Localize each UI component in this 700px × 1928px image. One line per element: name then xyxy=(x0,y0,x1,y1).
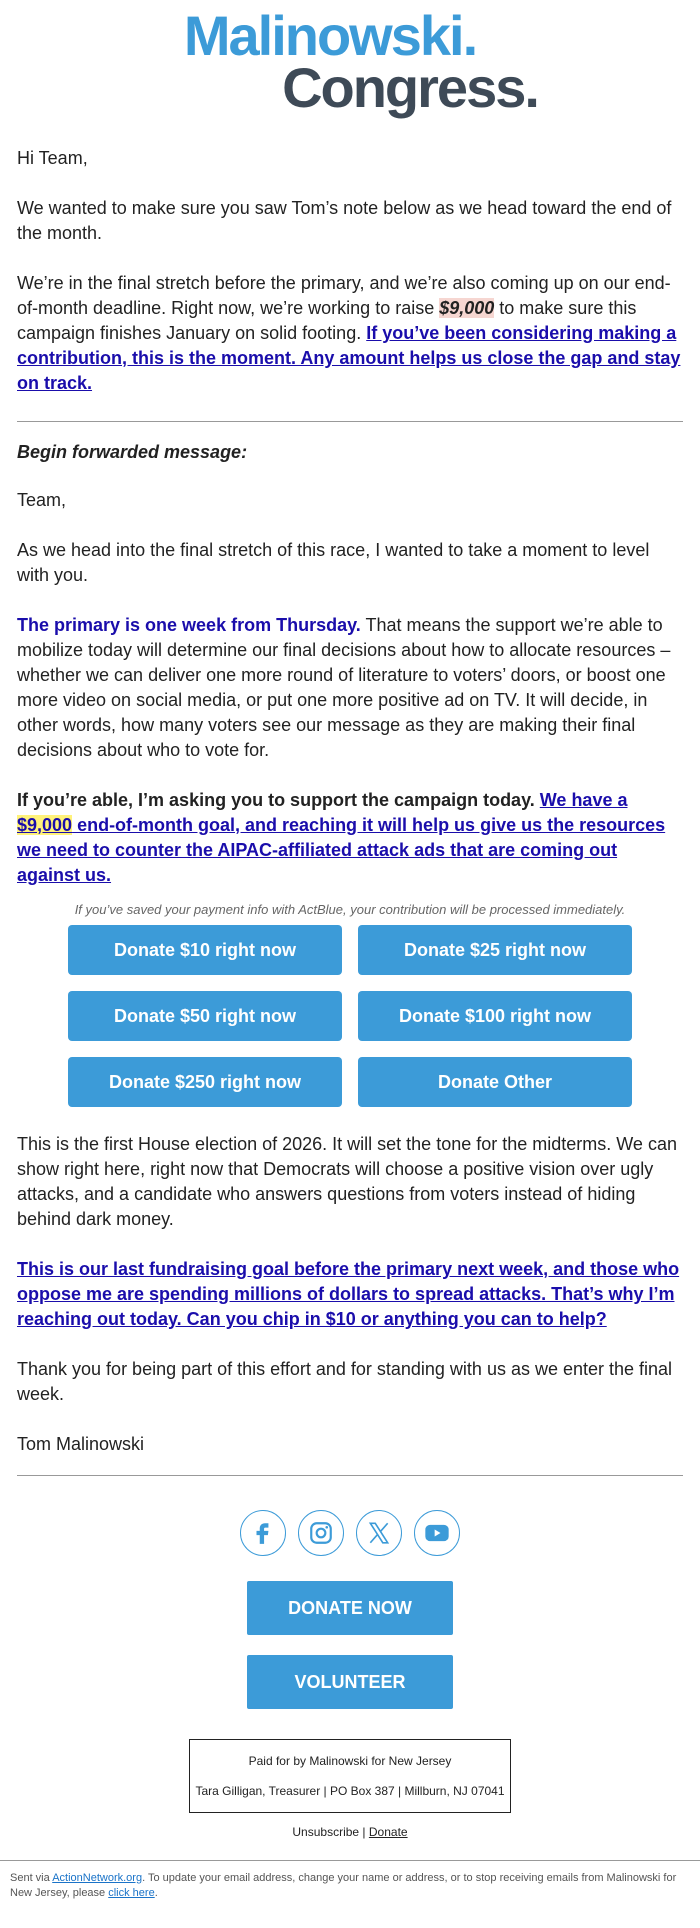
signature: Tom Malinowski xyxy=(17,1434,145,1454)
footer-text-b: . To update your email address, change your name or address, or to stop receiving emails from Malinowski for New Jersey, please xyxy=(10,1872,677,1899)
logo-line-2: Congress. xyxy=(282,56,538,119)
logo-line-1: Malinowski. xyxy=(183,4,477,67)
paid-for-line-1: Paid for by Malinowski for New Jersey xyxy=(248,1754,452,1768)
donate-10-button[interactable]: Donate $10 right now xyxy=(68,925,342,975)
midterms-paragraph: This is the first House election of 2026. It will set the tone for the midterms. We can show right here, right now that Democrats will choose a positive vision over ugly attacks, and a candidate who answers questions from voters instead of hiding behind dark money. xyxy=(17,1134,677,1229)
deadline-paragraph xyxy=(17,271,683,396)
level-paragraph: As we head into the final stretch of this race, I wanted to take a moment to level with you. xyxy=(17,540,650,585)
ask-bold: If you’re able, I’m asking you to support the campaign today. xyxy=(17,790,535,810)
sender-footer xyxy=(0,1860,700,1901)
footer-text-c: . xyxy=(154,1887,158,1899)
deadline-text-b: to make sure this campaign finishes January on solid footing. xyxy=(17,298,637,343)
last-goal-paragraph xyxy=(17,1257,683,1332)
donate-other-button[interactable]: Donate Other xyxy=(358,1057,632,1107)
volunteer-button[interactable]: VOLUNTEER xyxy=(247,1655,453,1709)
forwarded-header: Begin forwarded message: xyxy=(17,442,248,462)
footer-donate-link[interactable]: Donate xyxy=(368,1825,408,1839)
divider xyxy=(17,421,683,422)
goal-link-amount: $9,000 xyxy=(17,815,73,835)
facebook-icon[interactable] xyxy=(240,1510,286,1556)
intro-paragraph: We wanted to make sure you saw Tom’s note below as we head toward the end of the month. xyxy=(17,198,672,243)
thanks-paragraph: Thank you for being part of this effort and for standing with us as we enter the final week. xyxy=(17,1359,673,1404)
donate-50-button[interactable]: Donate $50 right now xyxy=(68,991,342,1041)
paid-for-box xyxy=(189,1739,511,1813)
donate-250-button[interactable]: Donate $250 right now xyxy=(68,1057,342,1107)
team-greeting: Team, xyxy=(17,490,67,510)
click-here-link[interactable]: click here xyxy=(108,1887,155,1899)
unsubscribe-row xyxy=(17,1825,683,1839)
greeting: Hi Team, xyxy=(17,148,88,168)
youtube-icon[interactable] xyxy=(414,1510,460,1556)
social-links xyxy=(17,1510,683,1556)
goal-link-b: end-of-month goal, and reaching it will help us give us the resources we need to counter the AIPAC-affiliated attack ads that are coming out against us. xyxy=(17,815,666,885)
email-body xyxy=(0,146,700,1839)
contribution-link[interactable]: If you’ve been considering making a contribution, this is the moment. Any amount helps us close the gap and stay on track. xyxy=(17,323,681,393)
divider-bottom xyxy=(17,1475,683,1476)
ask-paragraph xyxy=(17,788,683,888)
footer-text-a: Sent via xyxy=(10,1872,53,1884)
donate-25-button[interactable]: Donate $25 right now xyxy=(358,925,632,975)
x-icon[interactable] xyxy=(356,1510,402,1556)
donate-now-button[interactable]: DONATE NOW xyxy=(247,1581,453,1635)
logo xyxy=(0,0,700,122)
primary-lead: The primary is one week from Thursday. xyxy=(17,615,361,635)
primary-paragraph xyxy=(17,613,683,763)
actionnetwork-link[interactable]: ActionNetwork.org xyxy=(52,1872,143,1884)
goal-amount: $9,000 xyxy=(439,298,495,318)
deadline-text-a: We’re in the final stretch before the primary, and we’re also coming up on our end-of-month deadline. Right now, we’re working to raise xyxy=(17,273,671,318)
unsubscribe-separator: | xyxy=(359,1825,369,1839)
actblue-note: If you’ve saved your payment info with ActBlue, your contribution will be processed immediately. xyxy=(74,902,626,917)
donate-button-grid xyxy=(17,925,683,1107)
paid-for-line-2: Tara Gilligan, Treasurer | PO Box 387 | Millburn, NJ 07041 xyxy=(195,1784,505,1798)
instagram-icon[interactable] xyxy=(298,1510,344,1556)
chip-in-link[interactable]: This is our last fundraising goal before the primary next week, and those who oppose me are spending millions of dollars to spread attacks. That’s why I’m reaching out today. Can you chip in $10 or anything you can to help? xyxy=(17,1259,680,1329)
unsubscribe-link[interactable]: Unsubscribe xyxy=(292,1825,360,1839)
donate-100-button[interactable]: Donate $100 right now xyxy=(358,991,632,1041)
goal-link-a: We have a xyxy=(539,790,628,810)
primary-rest: That means the support we’re able to mobilize today will determine our final decisions about how to allocate resources – whether we can deliver one more round of literature to voters’ doors, or boost one more video on social media, or put one more positive ad on TV. It will decide, in other words, how many voters see our message as they are making their final decisions about who to vote for. xyxy=(17,615,671,760)
